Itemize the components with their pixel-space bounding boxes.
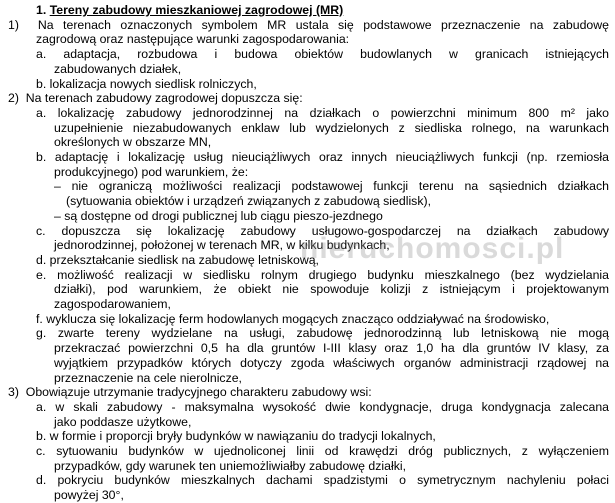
paragraph-line: f. wyklucza się lokalizację ferm hodowlanych mogących znacząco oddziaływać na środowisko,: [36, 311, 550, 326]
paragraph-line: przypadków, gdy warunek ten uniemożliwiałby zabudowę działki,: [54, 458, 407, 473]
paragraph-line: b. adaptację i lokalizację usług nieuciążliwych oraz innych nieuciążliwych funkcji (np. rzemiosła: [36, 150, 609, 164]
paragraph-line: wyjątkiem przypadków których dotyczy zgoda właściwych organów administracji rządowej na: [54, 355, 609, 370]
paragraph-line: zagospodarowaniem,: [54, 297, 171, 311]
paragraph-line: c. dopuszcza się lokalizację zabudowy usługowo-gospodarczej na działkach zabudowy: [36, 223, 609, 238]
paragraph-line: przekraczać powierzchni 0,5 ha dla gruntów I-III klasy oraz 1,0 ha dla gruntów IV klasy, za: [54, 341, 609, 356]
paragraph-line: e. możliwość realizacji w siedlisku rolnym drugiego budynku mieszkalnego (bez wydzielania: [36, 267, 609, 282]
paragraph-line: określonych w obszarze MN,: [54, 135, 212, 150]
paragraph-line: zagrodową oraz następujące warunki zagospodarowania:: [36, 32, 350, 47]
paragraph-line: a. w skali zabudowy - maksymalna wysokość dwie kondygnacje, druga kondygnacja zalecana: [36, 399, 609, 414]
paragraph-line: a. lokalizację zabudowy jednorodzinnej na działkach o powierzchni minimum 800 m² jako: [36, 105, 609, 120]
paragraph-line: b. lokalizacja nowych siedlisk rolniczych,: [36, 76, 257, 91]
paragraph-line: b. w formie i proporcji bryły budynków w nawiązaniu do tradycji lokalnych,: [36, 429, 436, 444]
paragraph-line: jako poddasze użytkowe,: [54, 414, 192, 429]
paragraph-line: c. sytuowaniu budynków w ujednoliconej linii od krawędzi dróg publicznych, z wyłączeniem: [36, 444, 609, 458]
paragraph-line: zabudowanych działek,: [54, 61, 182, 76]
paragraph-line: uzupełnienie niezabudowanych enklaw lub wydzielonych z siedliska rolnego, na warunkach: [54, 120, 609, 135]
paragraph-line: – są dostępne od drogi publicznej lub ciągu pieszo-jezdnego: [54, 208, 383, 223]
paragraph-line: g. zwarte tereny wydzielane na usługi, zabudowę jednorodzinną lub letniskową nie mogą: [36, 326, 609, 341]
paragraph-line: działki), pod warunkiem, że obiekt nie spowoduje kolizji z istniejącym i projektowanym: [54, 282, 609, 297]
watermark-logo: nieruchomosci.pl: [300, 232, 565, 265]
section-number: 1.: [36, 3, 47, 17]
section-heading: [36, 3, 343, 18]
paragraph-line: d. pokryciu budynków mieszkalnych dachami spadzistymi o symetrycznym nachyleniu połaci: [36, 473, 609, 488]
paragraph-line: (sytuowania obiektów i urządzeń związanych z zabudową siedlisk),: [66, 194, 431, 209]
paragraph-line: jednorodzinnej, położonej w terenach MR, w kilku budynkach,: [54, 238, 390, 253]
paragraph-line: 1) Na terenach oznaczonych symbolem MR ustala się podstawowe przeznaczenie na zabudowę: [8, 17, 609, 32]
paragraph-line: d. przekształcanie siedlisk na zabudowę letniskową,: [36, 252, 319, 267]
paragraph-line: przeznaczenie na cele nierolnicze,: [54, 370, 242, 385]
paragraph-line: – nie ograniczą możliwości realizacji podstawowej funkcji terenu na sąsiednich działkach: [54, 179, 609, 194]
paragraph-line: produkcyjnego) pod warunkiem, że:: [54, 164, 249, 179]
section-title: Tereny zabudowy mieszkaniowej zagrodowej (MR): [49, 3, 344, 17]
paragraph-line: a. adaptacja, rozbudowa i budowa obiektów budowlanych w granicach istniejących: [36, 47, 609, 62]
paragraph-line: 3) Obowiązuje utrzymanie tradycyjnego charakteru zabudowy wsi:: [8, 385, 372, 400]
paragraph-line: powyżej 30°,: [54, 488, 124, 503]
paragraph-line: 2) Na terenach zabudowy zagrodowej dopuszcza się:: [8, 91, 303, 106]
